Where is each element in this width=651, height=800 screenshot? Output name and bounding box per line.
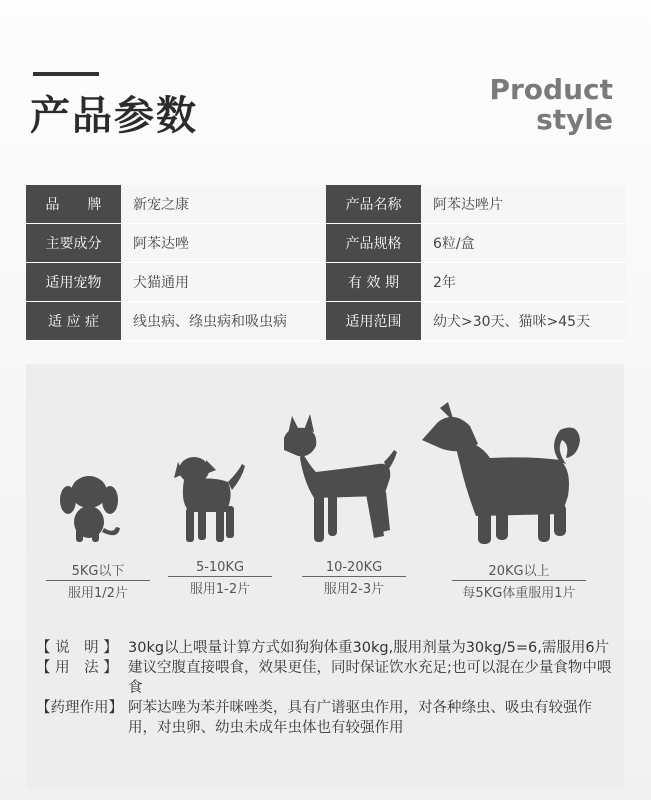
large-dog-icon bbox=[420, 400, 580, 546]
dosage-item bbox=[452, 560, 586, 601]
note-text: 阿苯达唑为苯并咪唑类，具有广谱驱虫作用，对各种绦虫、吸虫有较强作用，对虫卵、幼虫未成年虫体也有较强作用 bbox=[128, 700, 592, 736]
small-dog-icon bbox=[54, 470, 124, 544]
dosage-item bbox=[46, 560, 150, 601]
medium-dog-icon bbox=[280, 412, 398, 546]
note-text: 30kg以上喂量计算方式如狗狗体重30kg,服用剂量为30kg/5=6,需服用6片 bbox=[128, 640, 610, 656]
param-value: 犬猫通用 bbox=[121, 263, 326, 301]
dose-amount: 服用1-2片 bbox=[189, 582, 251, 597]
param-value: 线虫病、绦虫病和吸虫病 bbox=[121, 302, 326, 340]
param-value: 阿苯达唑片 bbox=[421, 185, 626, 223]
list-item bbox=[36, 658, 616, 698]
list-item bbox=[36, 698, 616, 738]
product-style-logo bbox=[489, 75, 613, 135]
list-item bbox=[36, 638, 616, 658]
param-label: 品 牌 bbox=[26, 185, 121, 223]
param-value: 2年 bbox=[421, 263, 626, 301]
dose-amount: 服用2-3片 bbox=[323, 582, 385, 597]
note-text: 建议空腹直接喂食，效果更佳，同时保证饮水充足;也可以混在少量食物中喂食 bbox=[128, 660, 612, 696]
table-row bbox=[26, 185, 626, 224]
puppy-dog-icon bbox=[172, 452, 246, 544]
param-value: 幼犬>30天、猫咪>45天 bbox=[421, 302, 626, 340]
dose-amount: 每5KG体重服用1片 bbox=[462, 586, 576, 601]
param-value: 阿苯达唑 bbox=[121, 224, 326, 262]
dosage-item bbox=[302, 560, 406, 597]
weight-range: 10-20KG bbox=[302, 560, 406, 577]
note-tag: 【 用 法 】 bbox=[36, 660, 118, 676]
table-row bbox=[26, 224, 626, 263]
style-line-1: Product bbox=[489, 73, 613, 106]
note-tag: 【 说 明 】 bbox=[36, 640, 118, 656]
page-title: 产品参数 bbox=[30, 93, 198, 139]
param-value: 6粒/盒 bbox=[421, 224, 626, 262]
title-underline bbox=[33, 72, 99, 76]
param-label: 产品名称 bbox=[326, 185, 421, 223]
dose-amount: 服用1/2片 bbox=[68, 586, 128, 601]
param-label: 有 效 期 bbox=[326, 263, 421, 301]
param-label: 适用范围 bbox=[326, 302, 421, 340]
weight-range: 5KG以下 bbox=[46, 560, 150, 581]
param-label: 主要成分 bbox=[26, 224, 121, 262]
table-row bbox=[26, 302, 626, 341]
weight-range: 5-10KG bbox=[168, 560, 272, 577]
note-tag: 【药理作用】 bbox=[36, 700, 123, 716]
description-list bbox=[36, 638, 616, 738]
param-value: 新宠之康 bbox=[121, 185, 326, 223]
table-row bbox=[26, 263, 626, 302]
style-line-2: style bbox=[536, 103, 613, 136]
params-table bbox=[26, 185, 626, 341]
dosage-item bbox=[168, 560, 272, 597]
param-label: 适 应 症 bbox=[26, 302, 121, 340]
param-label: 产品规格 bbox=[326, 224, 421, 262]
param-label: 适用宠物 bbox=[26, 263, 121, 301]
weight-range: 20KG以上 bbox=[452, 560, 586, 581]
